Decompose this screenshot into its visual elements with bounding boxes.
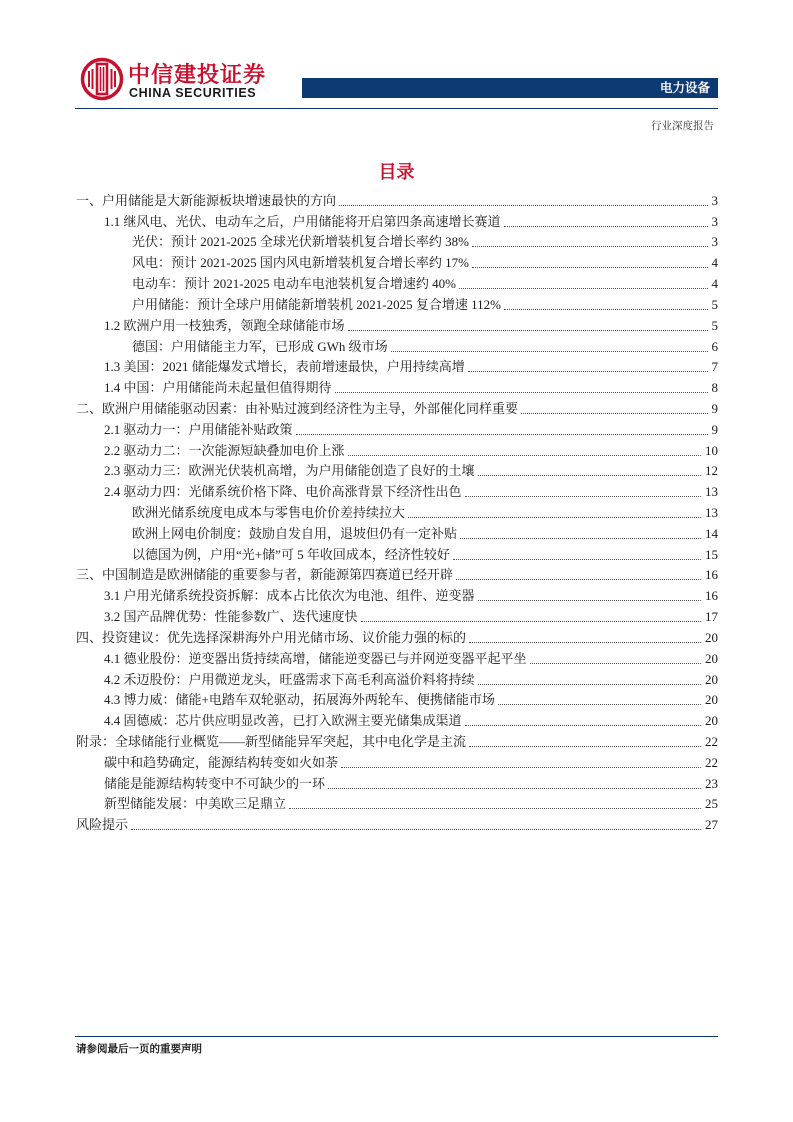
toc-entry[interactable] xyxy=(76,439,718,460)
toc-entry-title: 新型储能发展：中美欧三足鼎立 xyxy=(104,796,287,812)
toc-entry-page: 7 xyxy=(711,359,718,375)
toc-entry-title: 德国：户用储能主力军，已形成 GWh 级市场 xyxy=(132,338,388,354)
toc-entry[interactable] xyxy=(76,272,718,293)
toc-entry-page: 12 xyxy=(705,463,718,479)
toc-title: 目录 xyxy=(378,162,415,183)
toc-entry[interactable] xyxy=(76,793,718,814)
toc-entry[interactable] xyxy=(76,689,718,710)
toc-entry-title: 欧洲光储系统度电成本与零售电价价差持续拉大 xyxy=(132,505,406,520)
toc-leader-dots xyxy=(348,455,701,456)
toc-entry-title: 1.2 欧洲户用一枝独秀，领跑全球储能市场 xyxy=(104,317,345,333)
toc-entry-page: 20 xyxy=(705,650,718,666)
toc-entry-page: 27 xyxy=(705,817,718,833)
header-divider xyxy=(75,108,718,109)
toc-entry[interactable] xyxy=(76,480,718,501)
toc-entry-page: 10 xyxy=(705,442,718,458)
toc-entry[interactable] xyxy=(76,460,718,481)
toc-entry-title: 1.1 继风电、光伏、电动车之后，户用储能将开启第四条高速增长赛道 xyxy=(104,213,501,229)
toc-entry-page: 5 xyxy=(711,296,718,312)
toc-leader-dots xyxy=(478,684,701,685)
toc-entry-title: 一、户用储能是大新能源板块增速最快的方向 xyxy=(76,192,337,208)
toc-entry-title: 电动车：预计 2021-2025 电动车电池装机复合增速约 40% xyxy=(132,276,456,292)
toc-entry-title: 户用储能：预计全球户用储能新增装机 2021-2025 复合增速 112% xyxy=(132,296,501,312)
toc-leader-dots xyxy=(469,642,701,643)
toc-entry-title: 储能是能源结构转变中不可缺少的一环 xyxy=(104,775,326,791)
toc-entry[interactable] xyxy=(76,293,718,314)
sector-banner xyxy=(302,78,718,98)
toc-leader-dots xyxy=(328,788,701,789)
toc-entry-page: 20 xyxy=(705,629,718,645)
toc-entry-page: 22 xyxy=(705,754,718,770)
toc-entry[interactable] xyxy=(76,418,718,439)
toc-entry[interactable] xyxy=(76,397,718,418)
toc-entry-page: 9 xyxy=(711,400,718,416)
toc-entry[interactable] xyxy=(76,772,718,793)
toc-entry[interactable] xyxy=(76,356,718,377)
toc-leader-dots xyxy=(504,226,708,227)
toc-entry-title: 2.3 驱动力三：欧洲光伏装机高增，为户用储能创造了良好的土壤 xyxy=(104,463,475,479)
toc-leader-dots xyxy=(391,351,708,352)
toc-entry[interactable] xyxy=(76,605,718,626)
toc-leader-dots xyxy=(335,392,708,393)
toc-leader-dots xyxy=(459,288,708,289)
toc-entry[interactable] xyxy=(76,210,718,231)
toc-entry-page: 3 xyxy=(711,234,718,250)
toc-entry-page: 15 xyxy=(705,546,718,562)
toc-leader-dots xyxy=(498,704,701,705)
toc-entry-title: 4.1 德业股份：逆变器出货持续高增，储能逆变器已与并网逆变器平起平坐 xyxy=(104,650,527,666)
toc-leader-dots xyxy=(478,600,701,601)
toc-entry[interactable] xyxy=(76,730,718,751)
toc-leader-dots xyxy=(468,371,708,372)
toc-leader-dots xyxy=(530,663,701,664)
toc-entry-page: 14 xyxy=(705,525,718,541)
table-of-contents xyxy=(76,189,718,834)
toc-leader-dots xyxy=(472,246,708,247)
toc-entry-page: 20 xyxy=(705,692,718,708)
toc-entry-page: 20 xyxy=(705,671,718,687)
toc-entry-title: 四、投资建议：优先选择深耕海外户用光储市场、议价能力强的标的 xyxy=(76,629,467,645)
toc-entry-page: 17 xyxy=(705,609,718,625)
footer-divider xyxy=(75,1036,718,1037)
toc-entry-page: 25 xyxy=(705,796,718,812)
disclaimer-note: 请参阅最后一页的重要声明 xyxy=(76,1043,202,1055)
toc-entry-page: 13 xyxy=(705,484,718,500)
toc-entry-title: 1.3 美国：2021 储能爆发式增长，表前增速最快，户用持续高增 xyxy=(104,359,465,375)
toc-leader-dots xyxy=(453,559,701,560)
toc-entry[interactable] xyxy=(76,647,718,668)
toc-entry[interactable] xyxy=(76,564,718,585)
toc-entry-title: 3.1 户用光储系统投资拆解：成本占比依次为电池、组件、逆变器 xyxy=(104,588,475,604)
toc-entry[interactable] xyxy=(76,709,718,730)
toc-leader-dots xyxy=(460,538,701,539)
toc-entry[interactable] xyxy=(76,501,718,522)
toc-entry-page: 9 xyxy=(711,421,718,437)
toc-leader-dots xyxy=(465,725,701,726)
toc-entry-page: 4 xyxy=(711,255,718,271)
toc-entry-title: 光伏：预计 2021-2025 全球光伏新增装机复合增长率约 38% xyxy=(132,234,469,250)
toc-entry[interactable] xyxy=(76,231,718,252)
toc-entry-title: 附录：全球储能行业概览——新型储能异军突起，其中电化学是主流 xyxy=(76,733,467,749)
toc-entry-page: 16 xyxy=(705,567,718,583)
toc-leader-dots xyxy=(341,767,701,768)
toc-entry-page: 8 xyxy=(711,380,718,396)
toc-entry-page: 3 xyxy=(711,192,718,208)
toc-entry[interactable] xyxy=(76,751,718,772)
toc-entry-title: 三、中国制造是欧洲储能的重要参与者，新能源第四赛道已经开辟 xyxy=(76,567,454,583)
toc-leader-dots xyxy=(296,434,708,435)
toc-entry[interactable] xyxy=(76,543,718,564)
sector-label: 电力设备 xyxy=(659,80,710,95)
toc-entry-page: 4 xyxy=(711,276,718,292)
toc-leader-dots xyxy=(408,517,701,518)
toc-leader-dots xyxy=(472,267,708,268)
toc-leader-dots xyxy=(469,746,701,747)
toc-entry-title: 3.2 国产品牌优势：性能参数广、迭代速度快 xyxy=(104,609,358,625)
toc-entry-page: 16 xyxy=(705,588,718,604)
toc-leader-dots xyxy=(361,621,701,622)
toc-entry[interactable] xyxy=(76,626,718,647)
toc-leader-dots xyxy=(504,309,708,310)
toc-entry[interactable] xyxy=(76,584,718,605)
toc-entry[interactable] xyxy=(76,522,718,543)
toc-entry-page: 5 xyxy=(711,317,718,333)
toc-leader-dots xyxy=(465,496,701,497)
toc-entry-title: 欧洲上网电价制度：鼓励自发自用，退坡但仍有一定补贴 xyxy=(132,525,458,541)
toc-entry-page: 3 xyxy=(711,213,718,229)
china-securities-logo-icon xyxy=(80,57,124,101)
toc-entry[interactable] xyxy=(76,251,718,272)
toc-entry-title: 风险提示 xyxy=(76,817,129,833)
toc-entry[interactable] xyxy=(76,189,718,210)
toc-leader-dots xyxy=(348,330,708,331)
toc-leader-dots xyxy=(478,475,701,476)
toc-entry-title: 碳中和趋势确定，能源结构转变如火如荼 xyxy=(104,754,339,770)
toc-leader-dots xyxy=(521,413,707,414)
toc-entry-title: 4.3 博力威：储能+电踏车双轮驱动，拓展海外两轮车、便携储能市场 xyxy=(104,692,495,708)
toc-leader-dots xyxy=(131,829,701,830)
toc-entry[interactable] xyxy=(76,813,718,834)
toc-entry-title: 二、欧洲户用储能驱动因素：由补贴过渡到经济性为主导，外部催化同样重要 xyxy=(76,400,519,416)
toc-entry-title: 1.4 中国：户用储能尚未起量但值得期待 xyxy=(104,380,332,396)
toc-entry-page: 6 xyxy=(711,338,718,354)
brand-name-en: CHINA SECURITIES xyxy=(129,86,257,100)
toc-leader-dots xyxy=(456,579,701,580)
toc-entry-page: 13 xyxy=(705,505,718,520)
toc-entry-title: 2.1 驱动力一：户用储能补贴政策 xyxy=(104,421,293,437)
toc-entry[interactable] xyxy=(76,668,718,689)
toc-entry-title: 以德国为例，户用“光+储”可 5 年收回成本，经济性较好 xyxy=(132,546,450,562)
toc-entry-page: 20 xyxy=(705,713,718,729)
toc-leader-dots xyxy=(339,205,707,206)
toc-entry-title: 2.4 驱动力四：光储系统价格下降、电价高涨背景下经济性出色 xyxy=(104,484,462,500)
toc-entry-title: 4.2 禾迈股份：户用微逆龙头，旺盛需求下高毛利高溢价料将持续 xyxy=(104,671,475,687)
toc-entry[interactable] xyxy=(76,376,718,397)
brand-name-cn: 中信建投证券 xyxy=(128,63,267,88)
toc-entry-page: 23 xyxy=(705,775,718,791)
report-type-label: 行业深度报告 xyxy=(651,120,714,132)
toc-entry[interactable] xyxy=(76,335,718,356)
toc-entry-page: 22 xyxy=(705,733,718,749)
toc-entry[interactable] xyxy=(76,314,718,335)
toc-entry-title: 4.4 固德威：芯片供应明显改善，已打入欧洲主要光储集成渠道 xyxy=(104,713,462,729)
toc-leader-dots xyxy=(289,808,701,809)
toc-entry-title: 风电：预计 2021-2025 国内风电新增装机复合增长率约 17% xyxy=(132,255,469,271)
toc-entry-title: 2.2 驱动力二：一次能源短缺叠加电价上涨 xyxy=(104,442,345,458)
